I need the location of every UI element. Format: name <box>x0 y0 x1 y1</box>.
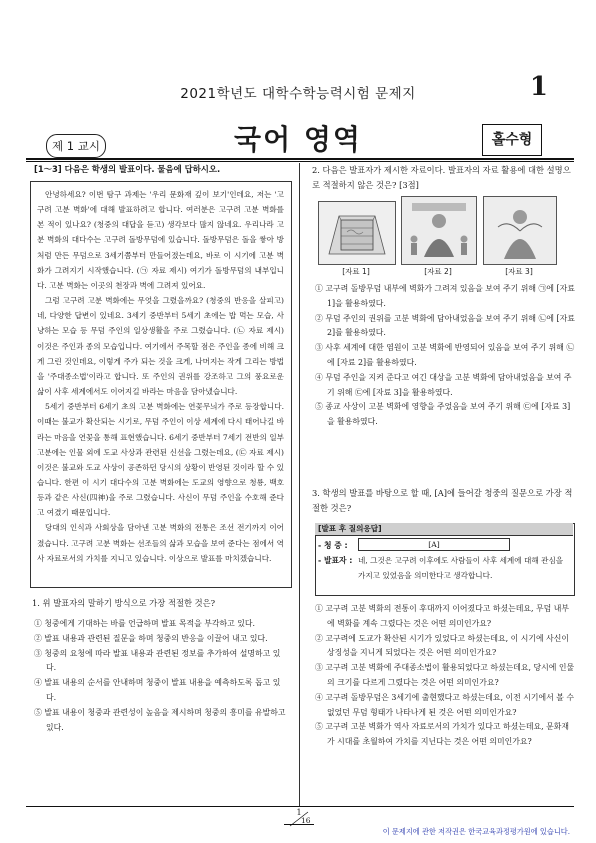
question-stem: 2. 다음은 발표자가 제시한 자료이다. 발표자의 자료 활용에 대한 설명으로 적절하지 않은 것은? [3점] <box>312 165 571 190</box>
image-tomb-interior <box>318 201 396 265</box>
qa-dialog-title: [발표 후 질의응답] <box>318 524 382 533</box>
answer-option[interactable]: ① 청중에게 기대하는 바를 언급하며 발표 목적을 부각하고 있다. <box>34 619 256 628</box>
header-rule <box>26 158 574 160</box>
passage-paragraph: 안녕하세요? 이번 탐구 과제는 '우리 문화재 깊이 보기'인데요, 저는 '고구려 고분 벽화'에 대해 발표하려고 합니다. 여러분은 고구려 고분 벽화를 본 적이 있나요? (청중의 대답을 듣고) 생각보다 많지 않네요. 우리나라 고분 벽화의 대다수는 고구려 돌방무덤에 있습니다. 돌방무덤은 돌을 쌓아 방처럼 만든 무덤으로 3세기쯤부터 만들어졌는데요, 바로 이 시기에 고분 벽화가 그려지기 시작했습니다. (㉠ 자료 제시) 여기가 돌방무덤의 내부입니다. 고분 벽화는 이곳의 천장과 벽에 그려져 있어요. <box>37 190 284 290</box>
answer-option[interactable]: ⑤ 고구려 고분 벽화가 역사 자료로서의 가치가 있다고 하셨는데요, 문화재가 시대를 초월하여 가치를 지닌다는 것은 어떤 의미인가요? <box>315 722 570 747</box>
answer-option[interactable]: ② 발표 내용과 관련된 질문을 하며 청중의 반응을 이끌어 내고 있다. <box>34 633 268 643</box>
instruction: [1～3] 다음은 학생의 발표이다. 물음에 답하시오. <box>34 164 221 174</box>
answer-option[interactable]: ⑤ 종교 사상이 고분 벽화에 영향을 주었음을 보여 주기 위해 ㉢에 [자료 3]을 활용하였다. <box>315 402 571 427</box>
image-caption: [자료 2] <box>424 267 452 276</box>
question-stem: 3. 학생의 발표를 바탕으로 할 때, [A]에 들어갈 청중의 질문으로 가장 적절한 것은? <box>312 488 573 513</box>
question-2-stem-wrap <box>312 163 574 193</box>
presenter-label: - 발표자 : <box>318 556 353 565</box>
answer-option[interactable]: ④ 무덤 주인을 지켜 준다고 여긴 대상을 고분 벽화에 담아내었음을 보여 주기 위해 ㉢에 [자료 3]을 활용하였다. <box>315 372 572 397</box>
period-badge: 제 1 교시 <box>46 134 106 158</box>
image-immortal <box>483 196 557 265</box>
copyright-notice: 이 문제지에 관한 저작권은 한국교육과정평가원에 있습니다. <box>382 827 570 836</box>
passage-paragraph: 그럼 고구려 고분 벽화에는 무엇을 그렸을까요? (청중의 반응을 살피고) 네, 다양한 답변이 있네요. 3세기 중반부터 5세기 초에는 밥 먹는 모습, 사냥하는 모습 등 무덤 주인의 일상생활을 주로 그렸습니다. (㉡ 자료 제시) 이것은 주인과 종의 모습입니다. 여기에서 주목할 점은 주인을 종에 비해 크게 그린 것인데요, 이렇게 주가 되는 것을 크게, 나머지는 작게 그리는 방법을 '주대종소법'이라고 합니다. 또 주인의 권위를 강조하고 그의 풍요로운 삶이 사후 세계에서도 이어지길 바라는 마음을 담아냈습니다. <box>37 296 284 397</box>
answer-option[interactable]: ① 고구려 고분 벽화의 전통이 후대까지 이어졌다고 하셨는데요, 무덤 내부에 벽화를 계속 그렸다는 것은 어떤 의미인가요? <box>315 604 570 628</box>
answer-option[interactable]: ② 고구려에 도교가 확산된 시기가 있었다고 하셨는데요, 이 시기에 사신이 상징성을 지니게 되었다는 것은 어떤 의미인가요? <box>315 633 570 658</box>
image-caption: [자료 3] <box>505 267 533 276</box>
answer-option[interactable]: ② 무덤 주인의 권위를 고분 벽화에 담아내었음을 보여 주기 위해 ㉡에 [자료 2]를 활용하였다. <box>315 313 575 338</box>
question-3-stem-wrap <box>312 486 574 516</box>
answer-option[interactable]: ④ 고구려 돌방무덤은 3세기에 출현했다고 하셨는데요, 이전 시기에서 볼 수 없었던 무덤 형태가 나타나게 된 것은 어떤 의미인가요? <box>315 692 575 717</box>
answer-option[interactable]: ③ 고구려 고분 벽화에 주대종소법이 활용되었다고 하셨는데요, 당시에 인물의 크기를 다르게 그렸다는 것은 어떤 의미인가요? <box>315 663 575 687</box>
image-master-and-servant <box>401 196 477 265</box>
passage-paragraph: 5세기 중반부터 6세기 초의 고분 벽화에는 연꽃무늬가 주로 등장합니다. 이때는 불교가 확산되는 시기로, 무덤 주인이 이상 세계에 다시 태어나길 바라는 마음을 연꽃을 통해 표현했습니다. 6세기 중반부터 7세기 전반의 일부 고분에는 인물 외에 도교 사상과 관련된 신선을 그렸는데요, (㉢ 자료 제시) 이것은 불교와 도교 사상이 공존하던 당시의 상황이 반영된 것이라 할 수 있습니다. 한편 이 시기 대다수의 고분 벽화에는 도교의 영향으로 청룡, 백호 등과 같은 사신(四神)을 주로 그렸습니다. 사신이 무덤 주인을 수호해 준다고 여겼기 때문입니다. <box>37 402 284 518</box>
question-2-options <box>313 282 575 430</box>
answer-option[interactable]: ④ 발표 내용의 순서를 안내하며 청중이 발표 내용을 예측하도록 돕고 있다. <box>34 678 281 702</box>
passage-text <box>37 187 284 566</box>
question-stem: 1. 위 발표자의 말하기 방식으로 가장 적절한 것은? <box>32 598 216 608</box>
image-caption: [자료 1] <box>342 267 370 276</box>
exam-type-box: 홀수형 <box>482 124 542 156</box>
footer-page-current: 1 <box>284 808 314 825</box>
answer-blank: [A] <box>358 538 510 551</box>
column-divider <box>299 163 300 806</box>
passage-paragraph: 당대의 인식과 사회상을 담아낸 고분 벽화의 전통은 조선 전기까지 이어졌습니다. 고구려 고분 벽화는 선조들의 삶과 모습을 보여 준다는 점에서 역사 자료로서의 가치를 지니고 있습니다. 이상으로 발표를 마치겠습니다. <box>37 523 284 563</box>
exam-title: 2021학년도 대학수학능력시험 문제지 <box>180 86 416 102</box>
subject-title: 국어 영역 <box>234 123 362 156</box>
answer-option[interactable]: ① 고구려 돌방무덤 내부에 벽화가 그려져 있음을 보여 주기 위해 ㉠에 [자료 1]을 활용하였다. <box>315 284 575 308</box>
answer-option[interactable]: ③ 사후 세계에 대한 염원이 고분 벽화에 반영되어 있음을 보여 주기 위해 ㉡에 [자료 2]를 활용하였다. <box>315 343 575 367</box>
answer-option[interactable]: ⑤ 발표 내용이 청중과 관련성이 높음을 제시하며 청중의 흥미를 유발하고 있다. <box>34 707 286 732</box>
presenter-answer: 네, 그것은 고구려 이후에도 사람들이 사후 세계에 대해 관심을 가지고 있었음을 의미한다고 생각합니다. <box>358 556 564 580</box>
question-1 <box>32 596 290 735</box>
footer-page-total: 16 <box>301 816 311 825</box>
answer-option[interactable]: ③ 청중의 요청에 따라 발표 내용과 관련된 정보를 추가하여 설명하고 있다. <box>34 648 281 673</box>
header-rule-thin <box>26 161 574 162</box>
audience-label: - 청 중 : <box>318 541 348 550</box>
footer-rule <box>26 806 574 807</box>
page-number: 1 <box>529 72 548 102</box>
question-3-options <box>313 602 575 750</box>
